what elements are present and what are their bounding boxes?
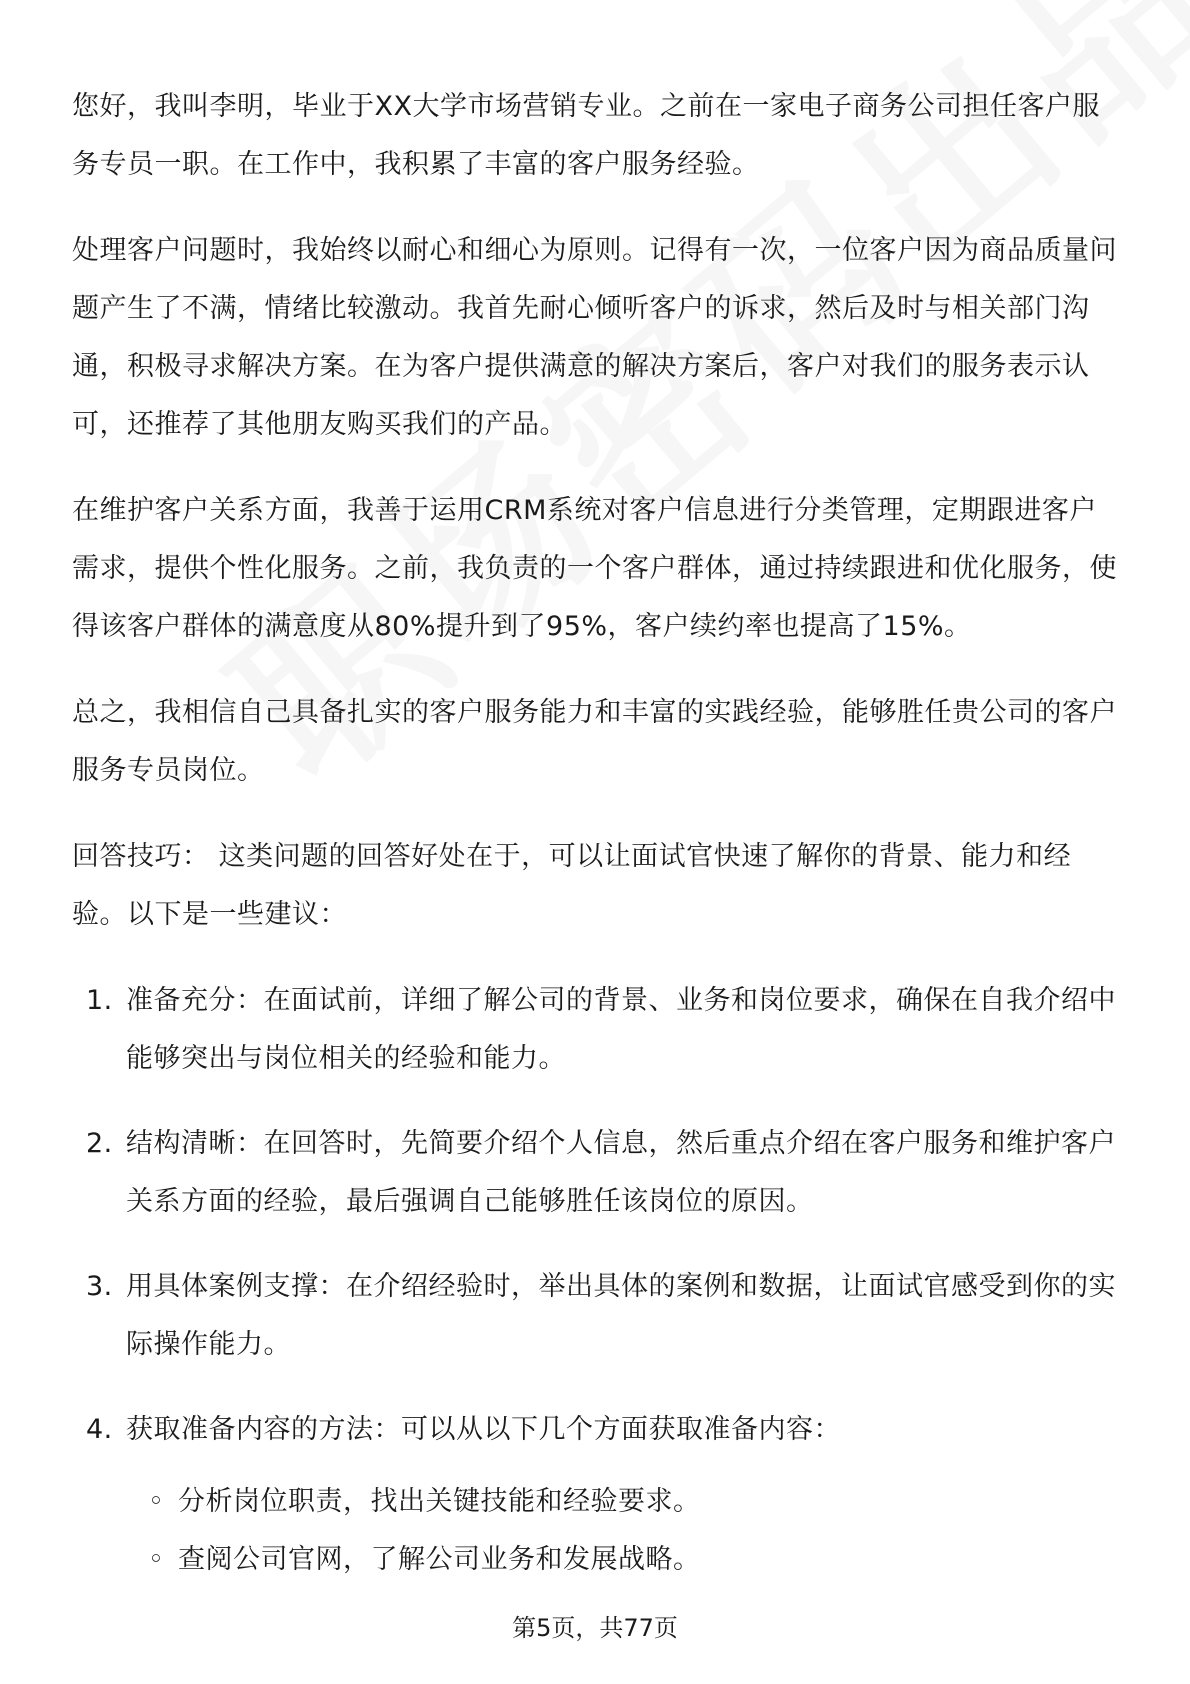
paragraph-tips-intro: 回答技巧： 这类问题的回答好处在于，可以让面试官快速了解你的背景、能力和经验。以下是一些建议：	[72, 841, 1072, 930]
list-item-text: 获取准备内容的方法：可以从以下几个方面获取准备内容：	[126, 1414, 841, 1445]
bullet-icon: ◦	[148, 1486, 165, 1517]
paragraph-relationship: 在维护客户关系方面，我善于运用CRM系统对客户信息进行分类管理，定期跟进客户需求，提供个性化服务。之前，我负责的一个客户群体，通过持续跟进和优化服务，使得该客户群体的满意度从80%提升到了95%，客户续约率也提高了15%。	[72, 495, 1117, 642]
list-number: 4.	[86, 1414, 113, 1445]
list-item-text: 用具体案例支撑：在介绍经验时，举出具体的案例和数据，让面试官感受到你的实际操作能力。	[126, 1271, 1116, 1360]
list-item	[72, 972, 1122, 1088]
page-footer: 第5页，共77页	[512, 1614, 678, 1642]
tips-list	[72, 972, 1122, 1589]
sub-list-item	[148, 1473, 1122, 1531]
document-body	[72, 78, 1122, 1616]
sub-list-item-text: 分析岗位职责，找出关键技能和经验要求。	[178, 1486, 701, 1517]
list-item-text: 准备充分：在面试前，详细了解公司的背景、业务和岗位要求，确保在自我介绍中能够突出与岗位相关的经验和能力。	[126, 985, 1116, 1074]
list-number: 3.	[86, 1271, 113, 1302]
list-item	[72, 1115, 1122, 1231]
sub-list-item	[148, 1531, 1122, 1589]
sub-list-item-text: 查阅公司官网，了解公司业务和发展战略。	[178, 1544, 701, 1575]
paragraph-conclusion: 总之，我相信自己具备扎实的客户服务能力和丰富的实践经验，能够胜任贵公司的客户服务专员岗位。	[72, 697, 1117, 786]
list-number: 1.	[86, 985, 113, 1016]
sub-list	[126, 1473, 1122, 1589]
paragraph-problem-handling: 处理客户问题时，我始终以耐心和细心为原则。记得有一次，一位客户因为商品质量问题产生了不满，情绪比较激动。我首先耐心倾听客户的诉求，然后及时与相关部门沟通，积极寻求解决方案。在为客户提供满意的解决方案后，客户对我们的服务表示认可，还推荐了其他朋友购买我们的产品。	[72, 235, 1117, 440]
list-item	[72, 1401, 1122, 1589]
list-number: 2.	[86, 1128, 113, 1159]
list-item	[72, 1258, 1122, 1374]
bullet-icon: ◦	[148, 1544, 165, 1575]
list-item-text: 结构清晰：在回答时，先简要介绍个人信息，然后重点介绍在客户服务和维护客户关系方面的经验，最后强调自己能够胜任该岗位的原因。	[126, 1128, 1116, 1217]
paragraph-intro: 您好，我叫李明，毕业于XX大学市场营销专业。之前在一家电子商务公司担任客户服务专员一职。在工作中，我积累了丰富的客户服务经验。	[72, 91, 1100, 180]
